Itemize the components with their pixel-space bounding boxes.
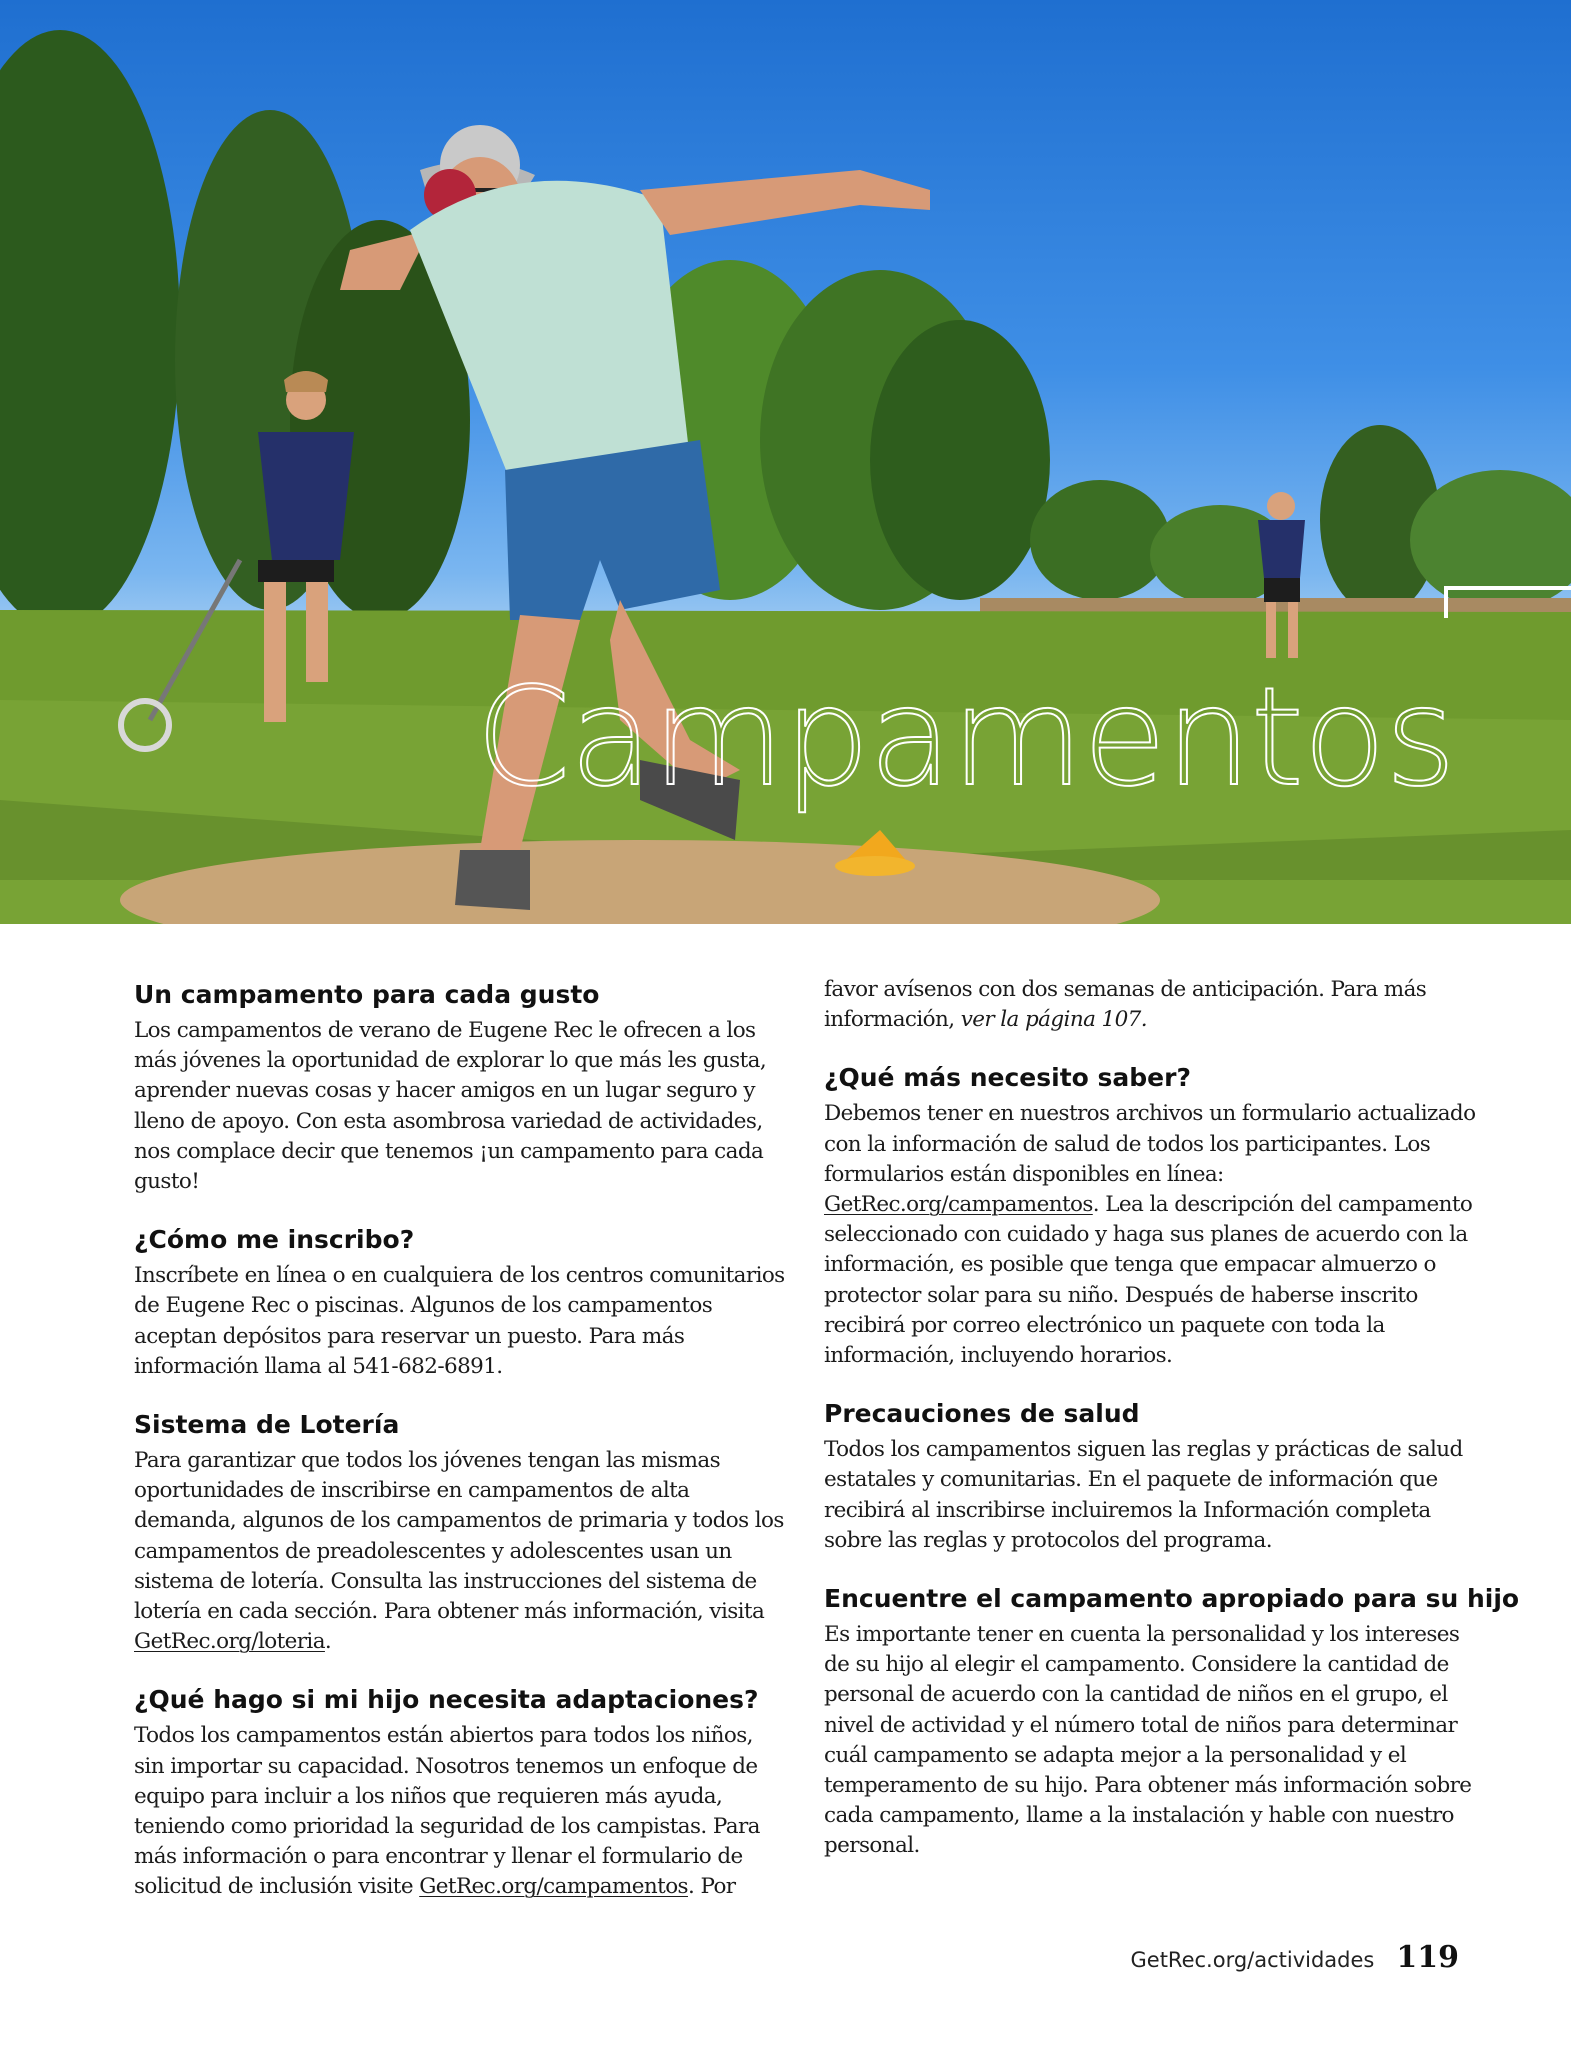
section-heading: ¿Qué hago si mi hijo necesita adaptaciones? xyxy=(134,1685,759,1715)
section-adaptaciones xyxy=(134,1683,788,1902)
section-heading: ¿Qué más necesito saber? xyxy=(824,1063,1191,1093)
continuation-text xyxy=(824,975,1478,1035)
section-precauciones xyxy=(824,1397,1478,1556)
page-number: 119 xyxy=(1396,1940,1459,1975)
section-text: Todos los campamentos siguen las reglas y prácticas de salud estatales y comunitarias. En el paquete de información que recibirá al inscribirse incluiremos la Información completa sobre las reglas y protocolos del programa. xyxy=(824,1437,1463,1553)
left-column xyxy=(134,978,788,1929)
section-text xyxy=(134,1721,788,1902)
page-reference: ver la página 107. xyxy=(960,1007,1147,1033)
section-sistema-loteria xyxy=(134,1408,788,1657)
page-title: Campamentos xyxy=(475,659,1455,817)
section-encuentre-campamento xyxy=(824,1582,1520,1862)
campamentos-link[interactable]: GetRec.org/campamentos xyxy=(419,1874,688,1900)
section-text xyxy=(134,1446,788,1657)
section-heading: Sistema de Lotería xyxy=(134,1410,400,1440)
section-text-body: Para garantizar que todos los jóvenes tengan las mismas oportunidades de inscribirse en campamentos de alta demanda, algunos de los campamentos de primaria y todos los campamentos de preadolescentes y adolescentes usan un sistema de lotería. Consulta las instrucciones del sistema de lotería en cada sección. Para obtener más información, visita xyxy=(134,1448,784,1625)
footer-url[interactable]: GetRec.org/actividades xyxy=(1130,1948,1375,1972)
page-footer xyxy=(1131,1940,1460,1975)
section-text-tail: . xyxy=(324,1629,332,1655)
section-text xyxy=(824,1099,1478,1371)
section-heading: Precauciones de salud xyxy=(824,1399,1140,1429)
right-column xyxy=(824,975,1520,1888)
section-heading: ¿Cómo me inscribo? xyxy=(134,1225,415,1255)
section-text-tail: . Por xyxy=(687,1874,736,1900)
continuation-body: favor avísenos con dos semanas de anticipación. Para más información, xyxy=(824,977,1427,1033)
loteria-link[interactable]: GetRec.org/loteria xyxy=(134,1629,325,1655)
section-text-tail: . Lea la descripción del campamento seleccionado con cuidado y haga sus planes de acuerdo con la información, es posible que tenga que empacar almuerzo o protector solar para su niño. Después de haberse inscrito recibirá por correo electrónico un paquete con toda la información, incluyendo horarios. xyxy=(824,1192,1473,1369)
section-un-campamento xyxy=(134,978,788,1197)
section-como-inscribo xyxy=(134,1223,788,1382)
campamentos-forms-link[interactable]: GetRec.org/campamentos xyxy=(824,1192,1093,1218)
section-heading: Un campamento para cada gusto xyxy=(134,980,600,1009)
hero-photo xyxy=(0,0,1571,924)
section-text: Es importante tener en cuenta la personalidad y los intereses de su hijo al elegir el campamento. Considere la cantidad de personal de acuerdo con la cantidad de niños en el grupo, el nivel de actividad y el número total de niños para determinar cuál campamento se adapta mejor a la personalidad y el temperamento de su hijo. Para obtener más información sobre cada campamento, llame a la instalación y hable con nuestro personal. xyxy=(824,1622,1472,1859)
section-que-mas-saber xyxy=(824,1061,1478,1371)
section-text-body: Todos los campamentos están abiertos para todos los niños, sin importar su capacidad. Nosotros tenemos un enfoque de equipo para incluir a los niños que requieren más ayuda, teniendo como prioridad la seguridad de los campistas. Para más información o para encontrar y llenar el formulario de solicitud de inclusión visite xyxy=(134,1723,760,1900)
section-text-body: Debemos tener en nuestros archivos un formulario actualizado con la información de salud de todos los participantes. Los formularios están disponibles en línea: xyxy=(824,1101,1476,1187)
section-text: Inscríbete en línea o en cualquiera de los centros comunitarios de Eugene Rec o piscinas. Algunos de los campamentos aceptan depósitos para reservar un puesto. Para más información llama al 541-682-6891. xyxy=(134,1263,785,1379)
section-text: Los campamentos de verano de Eugene Rec le ofrecen a los más jóvenes la oportunidad de explorar lo que más les gusta, aprender nuevas cosas y hacer amigos en un lugar seguro y lleno de apoyo. Con esta asombrosa variedad de actividades, nos complace decir que tenemos ¡un campamento para cada gusto! xyxy=(134,1018,767,1195)
section-heading: Encuentre el campamento apropiado para su hijo xyxy=(824,1584,1520,1614)
section-continuation xyxy=(824,975,1478,1035)
tree-line xyxy=(0,30,1571,630)
